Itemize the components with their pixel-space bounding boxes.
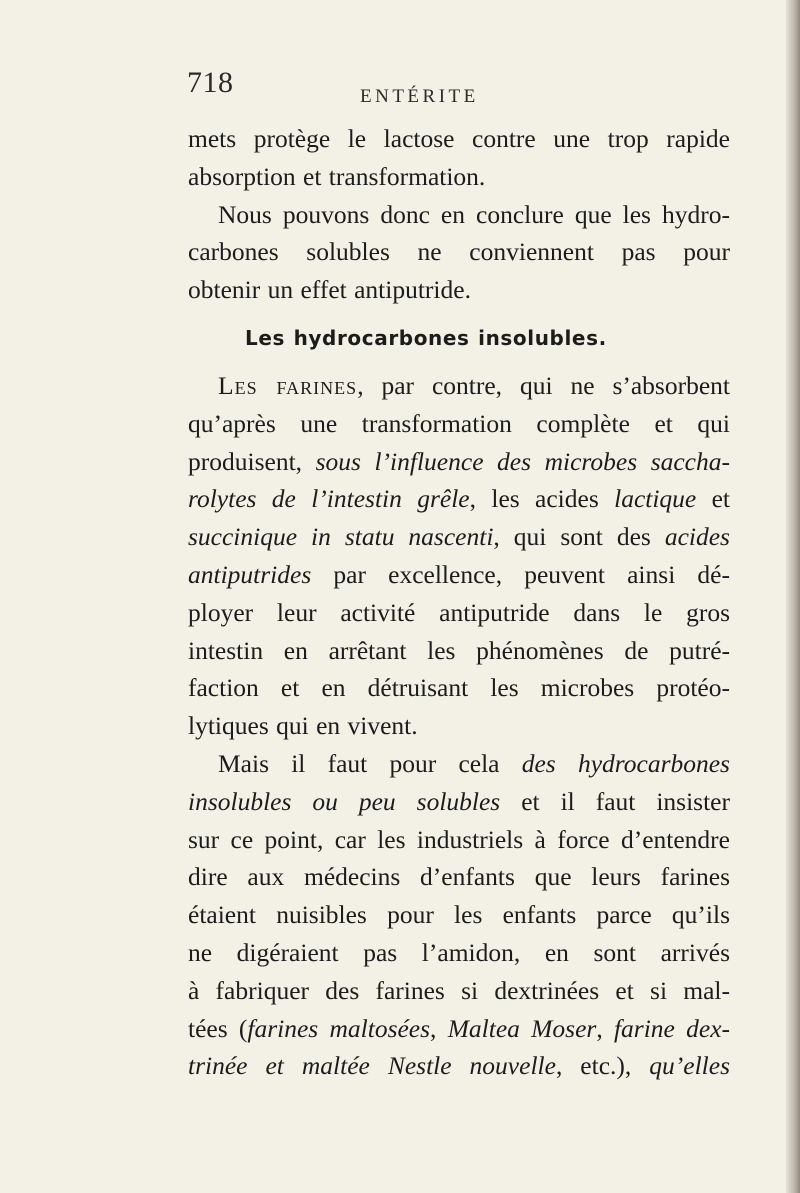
text-line: qu’après une transformation complète et qui [188,408,730,438]
text-line [188,1010,730,1048]
text-run: , par contre, qui ne s’absorbent [357,370,730,400]
text-line: faction et en détruisant les microbes protéo- [188,673,730,703]
text-line [188,480,730,518]
text-line: ne digéraient pas l’amidon, en sont arrivés [188,937,730,967]
section-heading: Les hydrocarbones insolubles. [245,325,607,350]
small-caps-term: Les farines [218,370,358,400]
text-line [188,556,730,594]
text-line: carbones solubles ne conviennent pas pour [188,237,730,267]
italic-run: sous l’influence des microbes saccha- [315,446,730,476]
text-run: et [696,484,731,514]
text-run: , qui sont des [493,522,665,552]
italic-run: lactique [614,484,697,514]
text-run: Mais il faut pour cela [218,748,522,778]
text-run: , etc.), [555,1051,650,1081]
text-line: Nous pouvons donc en conclure que les hydro- [218,199,730,229]
italic-run: succinique in statu nascenti [188,522,494,552]
italic-run: farine dex- [613,1013,731,1043]
text-run: , [430,1013,448,1043]
text-run: tées ( [188,1013,248,1043]
text-line: obtenir un effet antiputride. [188,275,471,305]
italic-run: des hydrocarbones [521,748,730,778]
italic-run: trinée et maltée Nestle nouvelle [188,1051,556,1081]
page-edge-shadow [786,0,800,1193]
text-run: , [596,1013,614,1043]
italic-run: farines maltosées [247,1013,431,1043]
text-run: produisent, [188,446,316,476]
italic-run: antiputrides [188,559,312,589]
text-run: , les acides [469,484,615,514]
text-line: lytiques qui en vivent. [188,711,418,741]
italic-run: insolubles ou peu solubles [188,786,501,816]
text-line [188,783,730,821]
running-title: ENTÉRITE [360,86,479,107]
body-text [188,120,730,1085]
text-run: et il faut insister [500,786,730,816]
text-line: étaient nuisibles pour les enfants parce qu’ils [188,900,730,930]
text-line [188,443,730,481]
text-run: par excellence, peuvent ainsi dé- [311,559,730,589]
text-line: absorption et transformation. [188,161,486,191]
text-line: ployer leur activité antiputride dans le gros [188,597,730,627]
italic-run: Maltea Moser [447,1013,597,1043]
text-line: mets protège le lactose contre une trop rapide [188,124,730,153]
text-line [188,367,730,405]
italic-run: rolytes de l’intestin grêle [188,484,470,514]
text-line: intestin en arrêtant les phénomènes de putré- [188,635,730,665]
text-line [188,1047,730,1085]
text-line [188,518,730,556]
text-line: à fabriquer des farines si dextrinées et si mal- [188,975,730,1005]
page-number: 718 [187,66,234,99]
text-line: dire aux médecins d’enfants que leurs farines [188,862,730,892]
text-line [188,745,730,783]
italic-run: qu’elles [649,1051,730,1081]
italic-run: acides [664,522,730,552]
text-line: sur ce point, car les industriels à force d’entendre [188,824,730,854]
